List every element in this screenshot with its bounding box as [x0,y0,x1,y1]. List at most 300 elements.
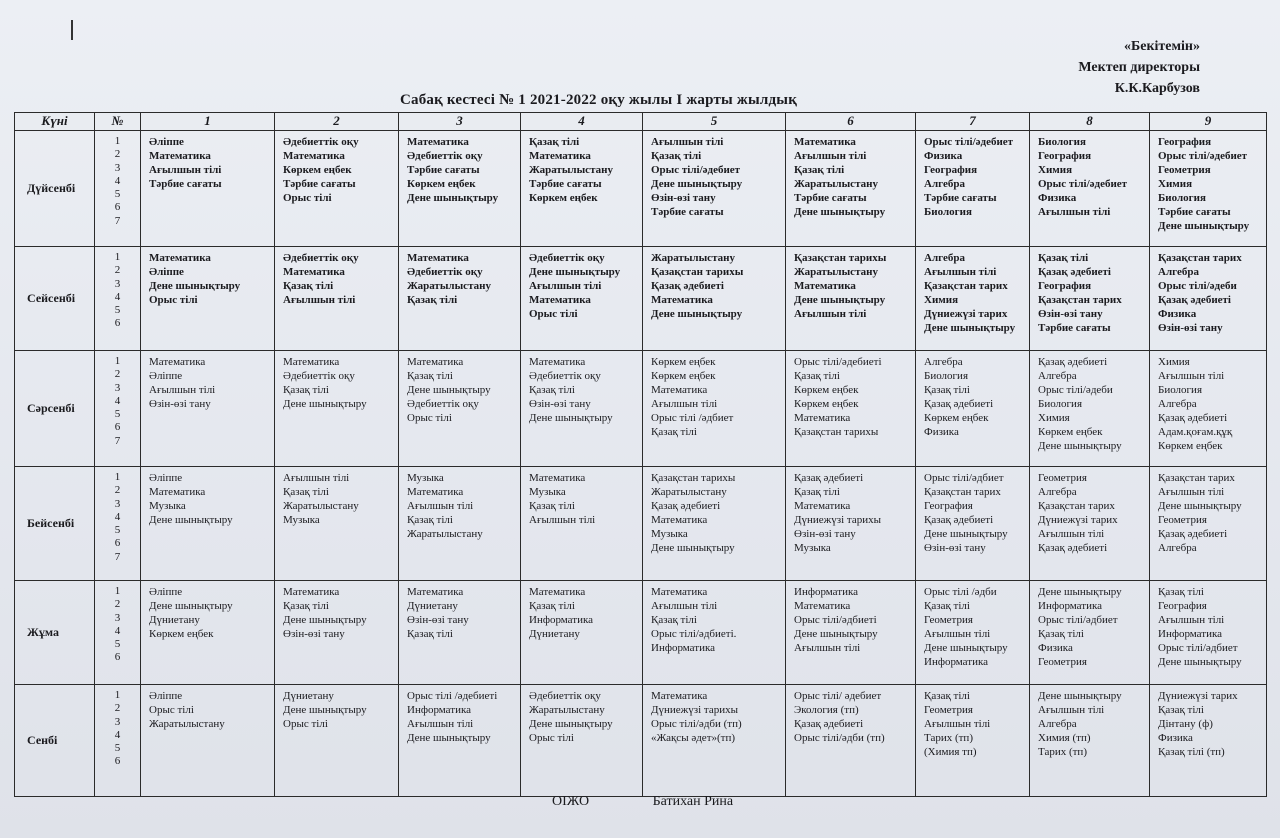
lesson-number: 5 [114,742,121,755]
day-row [15,131,1267,247]
subject-entry: Көркем еңбек [529,192,598,204]
subject-entry: Әдебиеттік оқу [529,252,605,264]
subject-entry: Жаратылыстану [651,252,735,264]
subject-entry: Қазақстан тарих [924,280,1008,292]
subject-entry: Қазақ тілі [1158,704,1204,716]
class-cell [916,467,1030,581]
subject-entry: Ағылшын тілі [794,642,861,654]
subject-entry: Геометрия [1158,164,1211,176]
subject-entry: Әдебиеттік оқу [529,690,601,702]
class-cell [643,685,786,797]
lesson-numbers-cell [95,247,141,351]
subject-entry: Алгебра [1158,266,1199,278]
subject-entry: Көркем еңбек [651,370,716,382]
lesson-number: 7 [114,434,121,447]
subject-entry: Қазақстан тарихы [651,472,736,484]
subject-entry: Көркем еңбек [651,356,716,368]
subject-entry: Қазақстан тарих [1038,500,1115,512]
class-cell [916,581,1030,685]
subject-entry: Қазақ тілі [407,294,458,306]
subject-entry: Қазақ тілі [407,628,453,640]
subject-entry: Дене шынықтыру [529,412,613,424]
subject-entry: Орыс тілі/әдебиеті [794,356,882,368]
subject-entry: Математика [794,136,856,148]
subject-entry: Информатика [924,656,989,668]
column-header: 5 [643,113,786,131]
class-cell [521,685,643,797]
subject-entry: Дене шынықтыру [149,600,233,612]
subject-entry: Дүниежүзі тарих [924,308,1008,320]
class-cell [643,467,786,581]
subject-entry: Биология [1038,136,1086,148]
subject-entry: Физика [1038,642,1073,654]
subject-entry: Қазақ әдебиеті [1038,266,1111,278]
lesson-number: 3 [114,277,121,290]
subject-entry: Математика [407,252,469,264]
subject-entry: Жаратылыстану [794,178,878,190]
subject-entry: Көркем еңбек [794,398,859,410]
subject-entry: Дене шынықтыру [283,704,367,716]
subject-entry: Алгебра [924,356,963,368]
lesson-number: 4 [114,174,121,187]
subject-entry: Математика [283,356,340,368]
subject-entry: Математика [283,266,345,278]
subject-entry: Орыс тілі [149,704,194,716]
class-cell [1150,581,1267,685]
subject-entry: Алгебра [924,178,965,190]
subject-entry: Биология [924,206,972,218]
subject-entry: Орыс тілі/әдбиет [924,472,1004,484]
subject-entry: Геометрия [1038,472,1087,484]
subject-entry: Ағылшын тілі [407,500,474,512]
subject-entry: Ағылшын тілі [283,472,350,484]
lesson-number: 6 [114,755,121,768]
subject-entry: Қазақ әдебиеті [1158,412,1228,424]
lesson-numbers-cell [95,351,141,467]
subject-entry: Қазақстан тарихы [651,266,744,278]
subject-entry: Қазақ тілі [407,370,453,382]
subject-entry: Дүниежүзі тарих [1158,690,1238,702]
subject-entry: Физика [1038,192,1077,204]
subject-entry: Тәрбие сағаты [529,178,602,190]
lesson-number: 2 [114,264,121,277]
subject-entry: Жаратылыстану [407,280,491,292]
class-cell [399,685,521,797]
lesson-number: 1 [114,471,121,483]
subject-entry: Математика [283,586,340,598]
subject-entry: Математика [651,514,708,526]
subject-entry: Дене шынықтыру [924,642,1008,654]
subject-entry: Қазақ тілі [1038,628,1084,640]
class-cell [275,351,399,467]
column-header: 2 [275,113,399,131]
subject-entry: Математика [407,356,464,368]
subject-entry: Биология [924,370,969,382]
subject-entry: Музыка [794,542,831,554]
subject-entry: Дүниежүзі тарихы [794,514,882,526]
subject-entry: Дене шынықтыру [407,732,491,744]
class-cell [399,247,521,351]
subject-entry: (Химия тп) [924,746,977,758]
subject-entry: Алгебра [1038,486,1077,498]
subject-entry: Математика [794,500,851,512]
subject-entry: Қазақ әдебиеті [651,500,721,512]
subject-entry: Әдебиеттік оқу [283,252,359,264]
subject-entry: Музыка [149,500,186,512]
column-header: 4 [521,113,643,131]
subject-entry: Орыс тілі [407,412,452,424]
class-cell [1030,351,1150,467]
class-cell [643,351,786,467]
subject-entry: Химия [1158,178,1193,190]
subject-entry: Дене шынықтыру [794,206,886,218]
subject-entry: Дене шынықтыру [794,294,886,306]
subject-entry: Геометрия [1158,514,1207,526]
class-cell [399,351,521,467]
subject-entry: Ағылшын тілі [407,718,474,730]
class-cell [521,581,643,685]
lesson-number: 1 [114,251,121,263]
approval-line-1: «Бекітемін» [1123,39,1200,54]
subject-entry: Орыс тілі [149,294,198,306]
approval-line-3: К.К.Карбузов [1114,81,1200,96]
subject-entry: Қазақ тілі [1158,586,1204,598]
class-cell [521,247,643,351]
subject-entry: Орыс тілі/әдби (тп) [794,732,885,744]
subject-entry: Тәрбие сағаты [794,192,867,204]
subject-entry: Математика [529,356,586,368]
column-header: 9 [1150,113,1267,131]
lesson-number: 5 [114,188,121,201]
footer-right: Батихан Рина [652,794,734,809]
footer-left: ОІЖО [552,794,590,809]
subject-entry: Орыс тілі /әдебиеті [407,690,498,702]
class-cell [786,351,916,467]
class-cell [141,581,275,685]
subject-entry: Өзін-өзі тану [529,398,591,410]
lesson-number: 2 [114,148,121,161]
subject-entry: Қазақстан тарих [1158,252,1242,264]
class-cell [786,131,916,247]
lesson-number: 2 [114,484,121,497]
subject-entry: Қазақ әдебиеті [924,514,994,526]
subject-entry: Орыс тілі /әдбиет [651,412,734,424]
subject-entry: Қазақ тілі [794,370,840,382]
header-row [15,113,1267,131]
lesson-number: 3 [114,161,121,174]
subject-entry: Дінтану (ф) [1158,718,1213,730]
subject-entry: Дене шынықтыру [1038,440,1122,452]
subject-entry: Дене шынықтыру [283,614,367,626]
subject-entry: Ағылшын тілі [651,600,718,612]
subject-entry: Ағылшын тілі [149,384,216,396]
lesson-number: 2 [114,368,121,381]
subject-entry: Орыс тілі/ әдебиет [794,690,882,702]
subject-entry: Дене шынықтыру [407,384,491,396]
subject-entry: Көркем еңбек [794,384,859,396]
subject-entry: Қазақ тілі [651,426,697,438]
lesson-numbers-cell [95,467,141,581]
subject-entry: Ағылшын тілі [529,514,596,526]
subject-entry: География [1158,136,1212,148]
day-cell: Сенбі [15,685,95,797]
class-cell [1030,247,1150,351]
class-cell [1030,467,1150,581]
subject-entry: Музыка [407,472,444,484]
column-header: Күні [15,113,95,131]
day-cell: Сәрсенбі [15,351,95,467]
class-cell [1030,131,1150,247]
column-header: 1 [141,113,275,131]
subject-entry: Математика [794,280,856,292]
subject-entry: Қазақ тілі [794,486,840,498]
subject-entry: Дене шынықтыру [529,266,621,278]
class-cell [786,467,916,581]
subject-entry: Ағылшын тілі [794,308,867,320]
subject-entry: Дене шынықтыру [924,528,1008,540]
subject-entry: Орыс тілі/әдбиеті [794,614,877,626]
subject-entry: Қазақ әдебиеті [924,398,994,410]
subject-entry: Қазақ әдебиеті [1158,528,1228,540]
day-cell: Дүйсенбі [15,131,95,247]
subject-entry: Қазақстан тарихы [794,426,879,438]
subject-entry: Математика [651,586,708,598]
subject-entry: Адам.қоғам.құқ [1158,426,1233,438]
day-row [15,247,1267,351]
subject-entry: Дүниетану [529,628,580,640]
column-header: 7 [916,113,1030,131]
subject-entry: Ағылшын тілі [1038,528,1105,540]
subject-entry: Дене шынықтыру [149,514,233,526]
subject-entry: Жаратылыстану [529,164,613,176]
subject-entry: Қазақ тілі [283,600,329,612]
subject-entry: Қазақ әдебиеті [651,280,724,292]
subject-entry: Алгебра [1158,398,1197,410]
class-cell [643,131,786,247]
subject-entry: Қазақ тілі [1038,252,1089,264]
lesson-number: 6 [114,421,121,434]
subject-entry: Жаратылыстану [407,528,483,540]
subject-entry: Өзін-өзі тану [924,542,986,554]
subject-entry: Қазақ тілі [529,600,575,612]
subject-entry: Музыка [529,486,566,498]
class-cell [521,467,643,581]
subject-entry: Көркем еңбек [149,628,214,640]
subject-entry: Жаратылыстану [651,486,727,498]
subject-entry: Физика [924,426,959,438]
class-cell [521,131,643,247]
subject-entry: Әдебиеттік оқу [407,398,479,410]
subject-entry: «Жақсы әдет»(тп) [651,732,736,744]
subject-entry: Информатика [794,586,859,598]
lesson-number: 3 [114,381,121,394]
subject-entry: Математика [794,600,851,612]
class-cell [1150,247,1267,351]
text-cursor [71,20,73,40]
subject-entry: Қазақ тілі [529,500,575,512]
subject-entry: Орыс тілі/әдеби [1158,280,1237,292]
subject-entry: Математика [407,586,464,598]
class-cell [1150,467,1267,581]
subject-entry: Әліппе [149,266,184,278]
subject-entry: Математика [149,486,206,498]
subject-entry: Орыс тілі/әдебиет [651,164,741,176]
lesson-numbers-cell [95,685,141,797]
subject-entry: Математика [651,294,713,306]
subject-entry: Өзін-өзі тану [283,628,345,640]
subject-entry: Қазақ тілі [651,614,697,626]
subject-entry: Орыс тілі/әдебиет [1038,178,1128,190]
lesson-number: 5 [114,408,121,421]
class-cell [786,581,916,685]
subject-entry: Физика [1158,308,1197,320]
subject-entry: Математика [407,486,464,498]
subject-entry: Дүниетану [407,600,458,612]
subject-entry: Орыс тілі [529,732,574,744]
subject-entry: Математика [794,412,851,424]
subject-entry: Математика [149,150,211,162]
class-cell [916,131,1030,247]
subject-entry: Көркем еңбек [1038,426,1103,438]
lesson-number: 3 [114,497,121,510]
subject-entry: Информатика [407,704,472,716]
class-cell [643,247,786,351]
class-cell [275,247,399,351]
subject-entry: Қазақ тілі [407,514,453,526]
day-row [15,351,1267,467]
lesson-number: 4 [114,290,121,303]
class-cell [786,247,916,351]
class-cell [1150,351,1267,467]
subject-entry: Ағылшын тілі [529,280,602,292]
subject-entry: Информатика [1158,628,1223,640]
subject-entry: Тәрбие сағаты [283,178,356,190]
subject-entry: Музыка [651,528,688,540]
subject-entry: Тәрбие сағаты [1038,322,1111,334]
subject-entry: Ағылшын тілі [651,136,724,148]
subject-entry: Дүниетану [283,690,334,702]
subject-entry: Қазақ әдебиеті [1038,356,1108,368]
subject-entry: Химия [1038,164,1073,176]
subject-entry: Қазақстан тарих [924,486,1001,498]
subject-entry: Қазақ тілі (тп) [1158,746,1225,758]
subject-entry: Дене шынықтыру [283,398,367,410]
lesson-number: 6 [114,537,121,550]
column-header: № [95,113,141,131]
class-cell [916,351,1030,467]
class-cell [1030,581,1150,685]
subject-entry: Орыс тілі/әдбиет [1158,642,1238,654]
lesson-number: 4 [114,624,121,637]
subject-entry: Ағылшын тілі [1038,704,1105,716]
lesson-number: 5 [114,524,121,537]
subject-entry: Дене шынықтыру [651,542,735,554]
class-cell [275,581,399,685]
subject-entry: Әліппе [149,472,183,484]
subject-entry: Жаратылыстану [283,500,359,512]
subject-entry: Математика [529,472,586,484]
class-cell [141,685,275,797]
subject-entry: Орыс тілі/әдеби [1038,384,1113,396]
subject-entry: Дүниежүзі тарих [1038,514,1118,526]
column-header: 3 [399,113,521,131]
subject-entry: Тәрбие сағаты [149,178,222,190]
subject-entry: Математика [651,384,708,396]
subject-entry: Әліппе [149,136,184,148]
subject-entry: Алгебра [1038,718,1077,730]
subject-entry: Қазақстан тарих [1158,472,1235,484]
subject-entry: Дене шынықтыру [794,628,878,640]
subject-entry: Биология [1038,398,1083,410]
subject-entry: Тәрбие сағаты [407,164,480,176]
subject-entry: Ағылшын тілі [1158,614,1225,626]
subject-entry: Әліппе [149,690,183,702]
subject-entry: Математика [283,150,345,162]
subject-entry: Ағылшын тілі [794,150,867,162]
subject-entry: Информатика [1038,600,1103,612]
subject-entry: Дүниежүзі тарихы [651,704,739,716]
subject-entry: Көркем еңбек [283,164,352,176]
lesson-number: 6 [114,201,121,214]
subject-entry: Қазақ әдебиеті [794,718,864,730]
subject-entry: Әдебиеттік оқу [407,266,483,278]
class-cell [916,685,1030,797]
subject-entry: Орыс тілі [283,718,328,730]
subject-entry: Тарих (тп) [924,732,973,744]
subject-entry: Өзін-өзі тану [1158,322,1223,334]
subject-entry: Информатика [651,642,716,654]
subject-entry: Өзін-өзі тану [1038,308,1103,320]
subject-entry: Ағылшын тілі [1158,486,1225,498]
subject-entry: Қазақ тілі [283,486,329,498]
subject-entry: Орыс тілі/әдби (тп) [651,718,742,730]
subject-entry: Ағылшын тілі [283,294,356,306]
subject-entry: Алгебра [924,252,965,264]
subject-entry: Математика [149,356,206,368]
subject-entry: Математика [407,136,469,148]
column-header: 8 [1030,113,1150,131]
day-cell: Бейсенбі [15,467,95,581]
subject-entry: Ағылшын тілі [1038,206,1111,218]
day-row [15,581,1267,685]
subject-entry: Тәрбие сағаты [1158,206,1231,218]
subject-entry: Жаратылыстану [794,266,878,278]
subject-entry: Химия [924,294,959,306]
subject-entry: Қазақ тілі [283,384,329,396]
subject-entry: Көркем еңбек [407,178,476,190]
class-cell [275,467,399,581]
subject-entry: Қазақстан тарихы [794,252,887,264]
lesson-number: 3 [114,611,121,624]
subject-entry: Музыка [283,514,320,526]
subject-entry: Орыс тілі/әдебиет [924,136,1014,148]
subject-entry: Әдебиеттік оқу [407,150,483,162]
subject-entry: Орыс тілі/әдебиет [1158,150,1248,162]
lesson-numbers-cell [95,131,141,247]
subject-entry: Қазақ тілі [529,384,575,396]
subject-entry: Қазақ әдебиеті [1038,542,1108,554]
subject-entry: Дене шынықтыру [1038,586,1122,598]
subject-entry: Дене шынықтыру [529,718,613,730]
subject-entry: Дүниетану [149,614,200,626]
lesson-number: 5 [114,304,121,317]
class-cell [141,247,275,351]
subject-entry: Әліппе [149,370,183,382]
subject-entry: Өзін-өзі тану [651,192,716,204]
schedule-title: Сабақ кестесі № 1 2021-2022 оқу жылы I жарты жылдық [400,92,798,108]
lesson-number: 1 [114,689,121,701]
class-cell [1150,131,1267,247]
